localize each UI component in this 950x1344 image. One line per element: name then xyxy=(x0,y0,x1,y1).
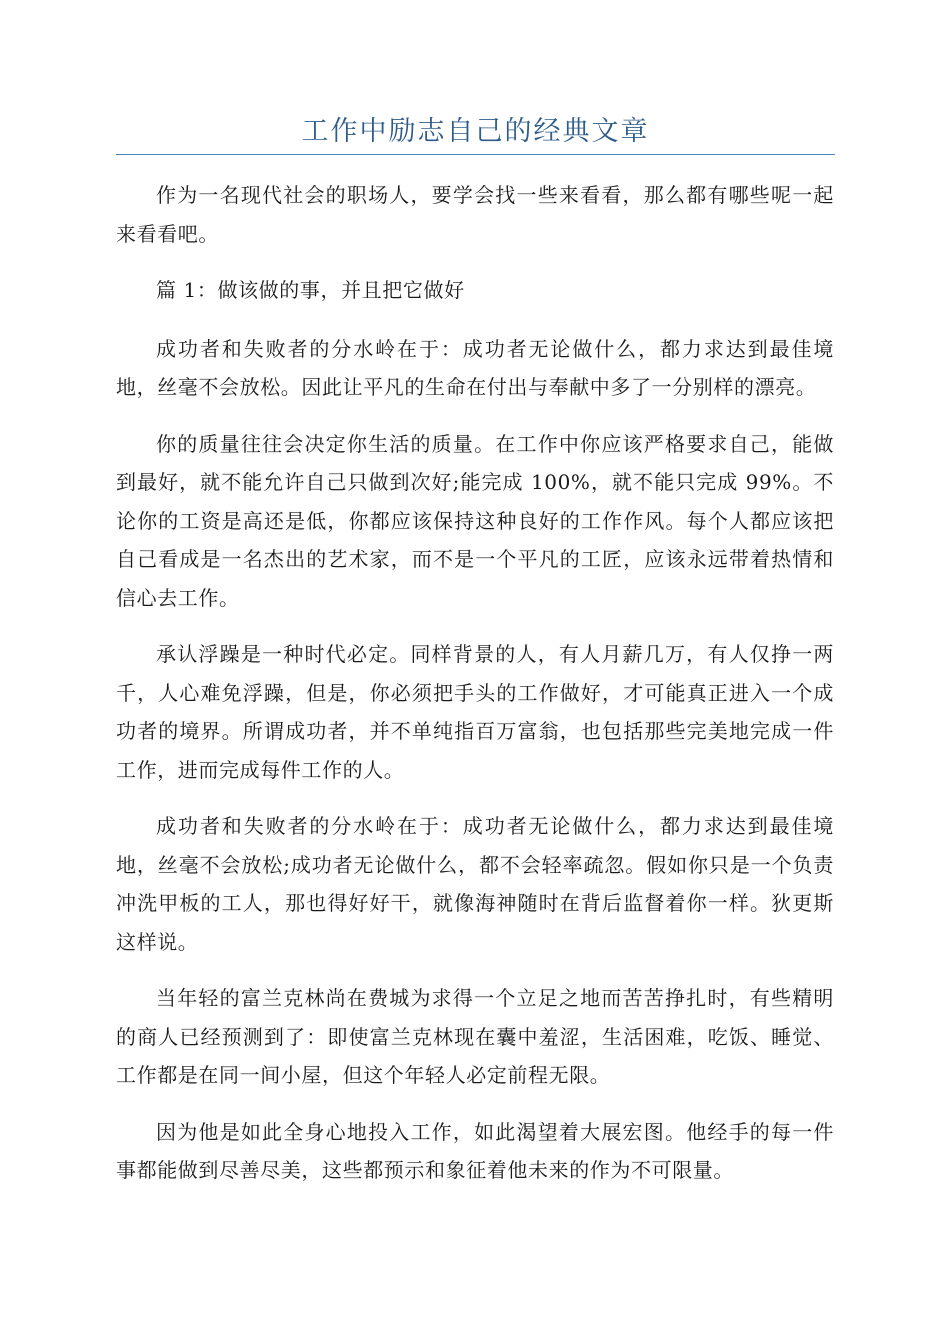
paragraph: 成功者和失败者的分水岭在于：成功者无论做什么，都力求达到最佳境地，丝毫不会放松。因此让平凡的生命在付出与奉献中多了一分别样的漂亮。 xyxy=(116,336,834,399)
document-body xyxy=(116,176,834,1208)
paragraph: 承认浮躁是一种时代必定。同样背景的人，有人月薪几万，有人仅挣一两千，人心难免浮躁，但是，你必须把手头的工作做好，才可能真正进入一个成功者的境界。所谓成功者，并不单纯指百万富翁，也包括那些完美地完成一件工作，进而完成每件工作的人。 xyxy=(116,642,834,782)
paragraph: 你的质量往往会决定你生活的质量。在工作中你应该严格要求自己，能做到最好，就不能允许自己只做到次好;能完成 100%，就不能只完成 99%。不论你的工资是高还是低，你都应该保持这种良好的工作作风。每个人都应该把自己看成是一名杰出的艺术家，而不是一个平凡的工匠，应该永远带着热情和信心去工作。 xyxy=(116,431,834,610)
document-title: 工作中励志自己的经典文章 xyxy=(301,116,650,147)
section-heading: 篇 1：做该做的事，并且把它做好 xyxy=(156,278,465,302)
title-underline xyxy=(116,154,835,155)
paragraph: 因为他是如此全身心地投入工作，如此渴望着大展宏图。他经手的每一件事都能做到尽善尽美，这些都预示和象征着他未来的作为不可限量。 xyxy=(116,1119,834,1182)
paragraph-intro: 作为一名现代社会的职场人，要学会找一些来看看，那么都有哪些呢一起来看看吧。 xyxy=(116,183,834,246)
paragraph: 当年轻的富兰克林尚在费城为求得一个立足之地而苦苦挣扎时，有些精明的商人已经预测到了：即使富兰克林现在囊中羞涩，生活困难，吃饭、睡觉、工作都是在同一间小屋，但这个年轻人必定前程无限。 xyxy=(116,986,834,1087)
paragraph: 成功者和失败者的分水岭在于：成功者无论做什么，都力求达到最佳境地，丝毫不会放松;成功者无论做什么，都不会轻率疏忽。假如你只是一个负责冲洗甲板的工人，那也得好好干，就像海神随时在背后监督着你一样。狄更斯这样说。 xyxy=(116,814,834,954)
